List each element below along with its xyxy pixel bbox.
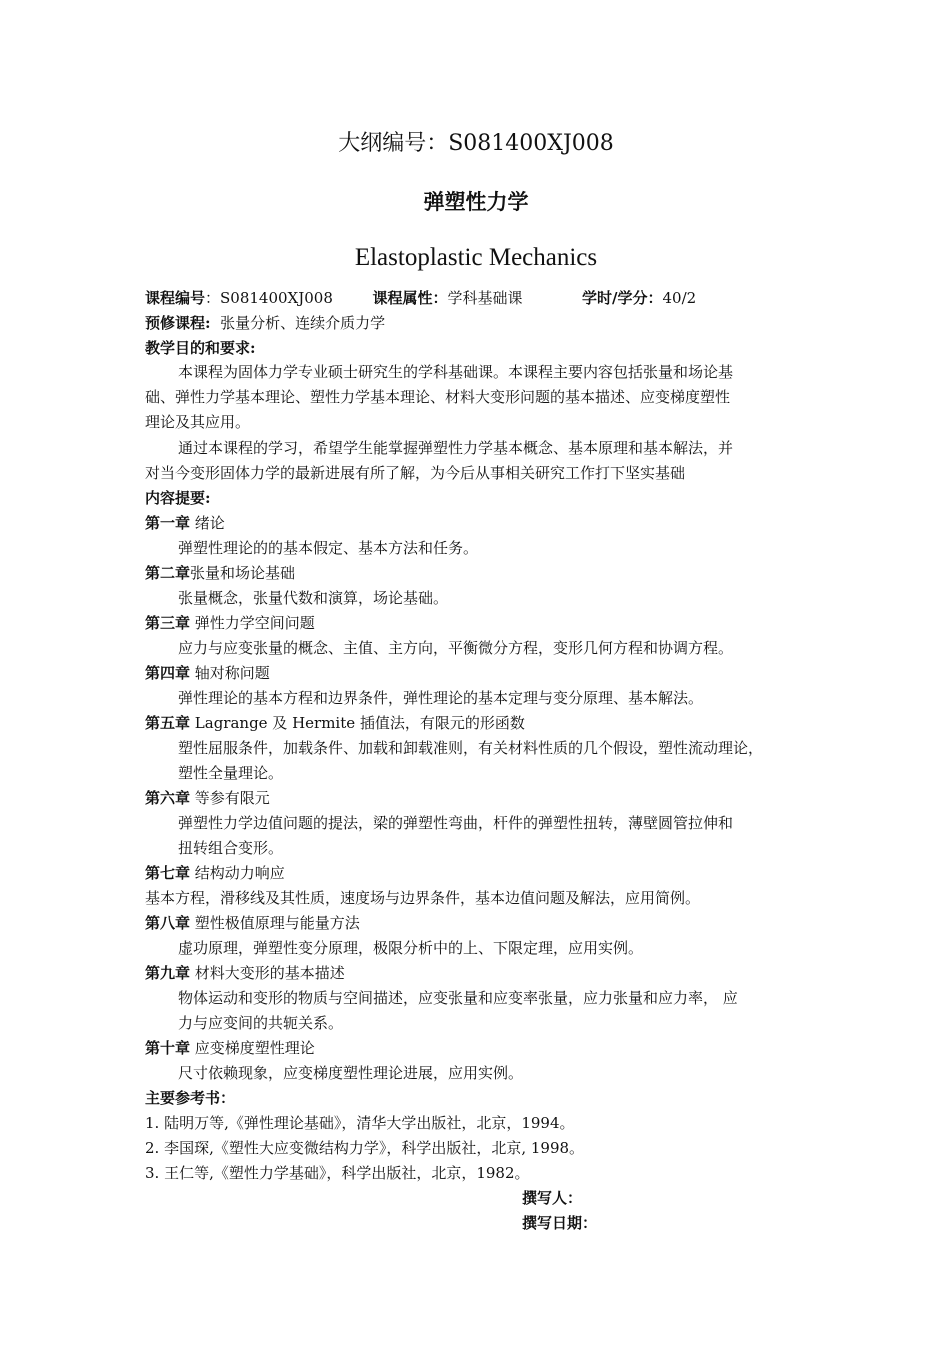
objectives-heading: 教学目的和要求: — [145, 339, 256, 357]
chapter-heading — [145, 563, 295, 583]
chapter-label: 第八章 — [145, 914, 191, 932]
chapter-heading — [145, 713, 525, 733]
course-meta-line — [145, 288, 696, 308]
chapter-title: 塑性极值原理与能量方法 — [190, 914, 360, 932]
objectives-p1-line: 理论及其应用。 — [145, 413, 251, 431]
chapter-desc: 力与应变间的共轭关系。 — [178, 1014, 344, 1032]
attribute-label: 课程属性： — [372, 289, 448, 307]
references-heading: 主要参考书： — [145, 1089, 236, 1107]
chapter-label: 第二章 — [145, 564, 191, 582]
author-label: 撰写人： — [522, 1189, 583, 1207]
content-heading: 内容提要: — [145, 489, 211, 507]
chapter-title: 结构动力响应 — [190, 864, 285, 882]
chapter-label: 第四章 — [145, 664, 191, 682]
objectives-p1-line: 础、弹性力学基本理论、塑性力学基本理论、材料大变形问题的基本描述、应变梯度塑性 — [145, 388, 731, 406]
chapter-heading — [145, 1038, 315, 1058]
chapter-title: 应变梯度塑性理论 — [190, 1039, 315, 1057]
chapter-heading — [145, 863, 285, 883]
chapter-desc: 基本方程，滑移线及其性质，速度场与边界条件，基本边值问题及解法，应用简例。 — [145, 889, 701, 907]
chapter-desc: 弹性理论的基本方程和边界条件，弹性理论的基本定理与变分原理、基本解法。 — [178, 689, 704, 707]
chapter-label: 第一章 — [145, 514, 191, 532]
objectives-p2-line: 通过本课程的学习，希望学生能掌握弹塑性力学基本概念、基本原理和基本解法，并 — [178, 439, 734, 457]
chapter-desc: 物体运动和变形的物质与空间描述，应变张量和应变率张量，应力张量和应力率， 应 — [178, 989, 738, 1007]
chapter-title: 轴对称问题 — [190, 664, 270, 682]
chapter-heading — [145, 788, 270, 808]
chapter-title: Lagrange 及 Hermite 插值法，有限元的形函数 — [190, 714, 525, 732]
hours-value: 40/2 — [662, 289, 697, 307]
chapter-desc: 塑性屈服条件，加载条件、加载和卸载准则，有关材料性质的几个假设，塑性流动理论， — [178, 739, 764, 757]
objectives-p2-line: 对当今变形固体力学的最新进展有所了解，为今后从事相关研究工作打下坚实基础 — [145, 464, 686, 482]
chapter-label: 第九章 — [145, 964, 191, 982]
course-code-label: 课程编号 — [145, 289, 206, 307]
attribute-value: 学科基础课 — [447, 289, 523, 307]
chapter-title: 等参有限元 — [190, 789, 270, 807]
course-title-cn: 弹塑性力学 — [423, 189, 529, 214]
hours-label: 学时/学分： — [582, 289, 663, 307]
chapter-desc: 张量概念，张量代数和演算，场论基础。 — [178, 589, 449, 607]
prereq-value: 张量分析、连续介质力学 — [220, 314, 386, 332]
chapter-title: 张量和场论基础 — [190, 564, 296, 582]
chapter-heading — [145, 613, 315, 633]
chapter-desc: 弹塑性理论的的基本假定、基本方法和任务。 — [178, 539, 479, 557]
chapter-desc: 尺寸依赖现象，应变梯度塑性理论进展，应用实例。 — [178, 1064, 524, 1082]
chapter-label: 第五章 — [145, 714, 191, 732]
chapter-desc: 虚功原理，弹塑性变分原理，极限分析中的上、下限定理，应用实例。 — [178, 939, 644, 957]
chapter-desc: 塑性全量理论。 — [178, 764, 284, 782]
chapter-desc: 扭转组合变形。 — [178, 839, 284, 857]
reference-item: 1. 陆明万等,《弹性理论基础》，清华大学出版社，北京，1994。 — [145, 1114, 575, 1132]
chapter-desc: 弹塑性力学边值问题的提法，梁的弹塑性弯曲，杆件的弹塑性扭转，薄壁圆管拉伸和 — [178, 814, 734, 832]
chapter-label: 第三章 — [145, 614, 191, 632]
chapter-title: 绪论 — [190, 514, 225, 532]
chapter-heading — [145, 513, 225, 533]
chapter-desc: 应力与应变张量的概念、主值、主方向，平衡微分方程，变形几何方程和协调方程。 — [178, 639, 734, 657]
chapter-label: 第十章 — [145, 1039, 191, 1057]
chapter-heading — [145, 913, 360, 933]
chapter-heading — [145, 963, 345, 983]
course-title-en: Elastoplastic Mechanics — [354, 244, 598, 271]
prereq-label: 预修课程: — [145, 314, 211, 332]
reference-item: 3. 王仁等,《塑性力学基础》，科学出版社，北京，1982。 — [145, 1164, 530, 1182]
chapter-label: 第七章 — [145, 864, 191, 882]
course-code-value: ：S081400XJ008 — [205, 289, 333, 307]
chapter-title: 弹性力学空间问题 — [190, 614, 315, 632]
date-label: 撰写日期： — [522, 1214, 598, 1232]
outline-code: 大纲编号：S081400XJ008 — [338, 131, 614, 156]
chapter-label: 第六章 — [145, 789, 191, 807]
objectives-p1-line: 本课程为固体力学专业硕士研究生的学科基础课。本课程主要内容包括张量和场论基 — [178, 363, 734, 381]
prereq-line — [145, 313, 385, 333]
reference-item: 2. 李国琛,《塑性大应变微结构力学》，科学出版社，北京, 1998。 — [145, 1139, 585, 1157]
chapter-heading — [145, 663, 270, 683]
chapter-title: 材料大变形的基本描述 — [190, 964, 345, 982]
